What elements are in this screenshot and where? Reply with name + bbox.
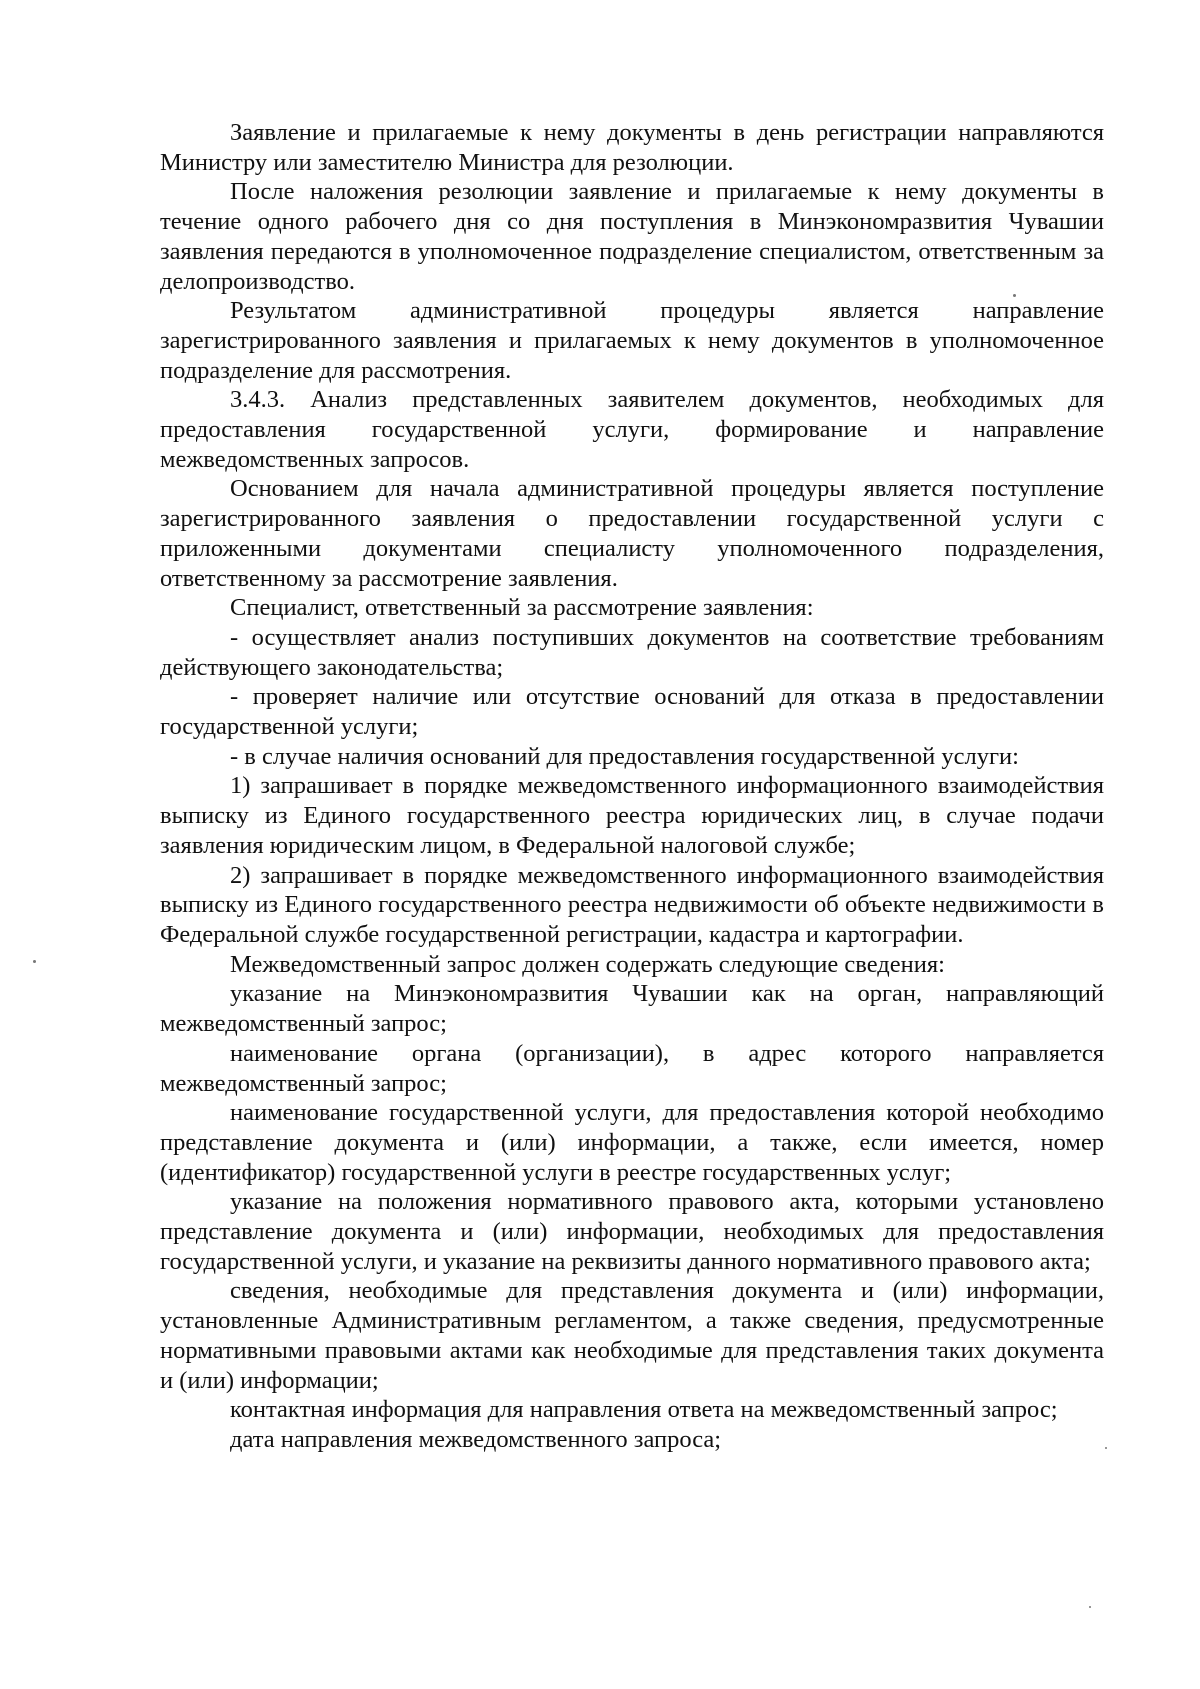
list-item-analysis: - осуществляет анализ поступивших документов на соответствие требованиям действующего законодательства; [160, 623, 1104, 681]
list-item-request-date: дата направления межведомственного запроса; [230, 1425, 722, 1453]
document-body [160, 118, 1104, 1455]
paragraph-procedure-result: Результатом административной процедуры является направление зарегистрированного заявления и прилагаемых к нему документов в уполномоченное подразделение для рассмотрения. [160, 297, 1104, 384]
list-item-request-egrn: 2) запрашивает в порядке межведомственного информационного взаимодействия выписку из Единого государственного реестра недвижимости об объекте недвижимости в Федеральной службе государственной регистрации, кадастра и картографии. [160, 861, 1104, 948]
list-item-contact-info: контактная информация для направления ответа на межведомственный запрос; [230, 1396, 1058, 1424]
list-item-check-grounds: - проверяет наличие или отсутствие оснований для отказа в предоставлении государственной услуги; [160, 683, 1104, 741]
list-item-sender-indication: указание на Минэкономразвития Чувашии как на орган, направляющий межведомственный запрос; [160, 980, 1104, 1038]
list-item-legal-act-reference: указание на положения нормативного правового акта, которыми установлено представление документа и (или) информации, необходимых для предоставления государственной услуги, и указание на реквизиты данного нормативного правового акта; [160, 1188, 1104, 1275]
list-item-service-name: наименование государственной услуги, для предоставления которой необходимо представление документа и (или) информации, а также, если имеется, номер (идентификатор) государственной услуги в реестре государственных услуг; [160, 1099, 1104, 1186]
scan-speck [33, 960, 36, 963]
paragraph-statement-routing: Заявление и прилагаемые к нему документы в день регистрации направляются Министру или заместителю Министра для резолюции. [160, 119, 1104, 176]
paragraph-request-contents: Межведомственный запрос должен содержать следующие сведения: [230, 950, 945, 978]
scan-speck [1105, 1447, 1107, 1449]
list-item-request-egrul: 1) запрашивает в порядке межведомственного информационного взаимодействия выписку из Единого государственного реестра юридических лиц, в случае подачи заявления юридическим лицом, в Федеральной налоговой службе; [160, 772, 1104, 859]
scan-speck [1013, 294, 1016, 297]
paragraph-specialist-duties: Специалист, ответственный за рассмотрение заявления: [230, 594, 814, 622]
scan-speck [1089, 1606, 1091, 1608]
paragraph-procedure-basis: Основанием для начала административной процедуры является поступление зарегистрированного заявления о предоставлении государственной услуги с приложенными документами специалисту уполномоченного подразделения, ответственному за рассмотрение заявления. [160, 475, 1104, 592]
list-item-required-info: сведения, необходимые для представления документа и (или) информации, установленные Административным регламентом, а также сведения, предусмотренные нормативными правовыми актами как необходимые для представления таких документа и (или) информации; [160, 1277, 1104, 1394]
paragraph-section-3-4-3: 3.4.3. Анализ представленных заявителем документов, необходимых для предоставления государственной услуги, формирование и направление межведомственных запросов. [160, 386, 1104, 473]
list-item-recipient-name: наименование органа (организации), в адрес которого направляется межведомственный запрос; [160, 1039, 1104, 1097]
list-item-grounds-present: - в случае наличия оснований для предоставления государственной услуги: [230, 742, 1019, 770]
paragraph-after-resolution: После наложения резолюции заявление и прилагаемые к нему документы в течение одного рабочего дня со дня поступления в Минэкономразвития Чувашии заявления передаются в уполномоченное подразделение специалистом, ответственным за делопроизводство. [160, 178, 1104, 295]
